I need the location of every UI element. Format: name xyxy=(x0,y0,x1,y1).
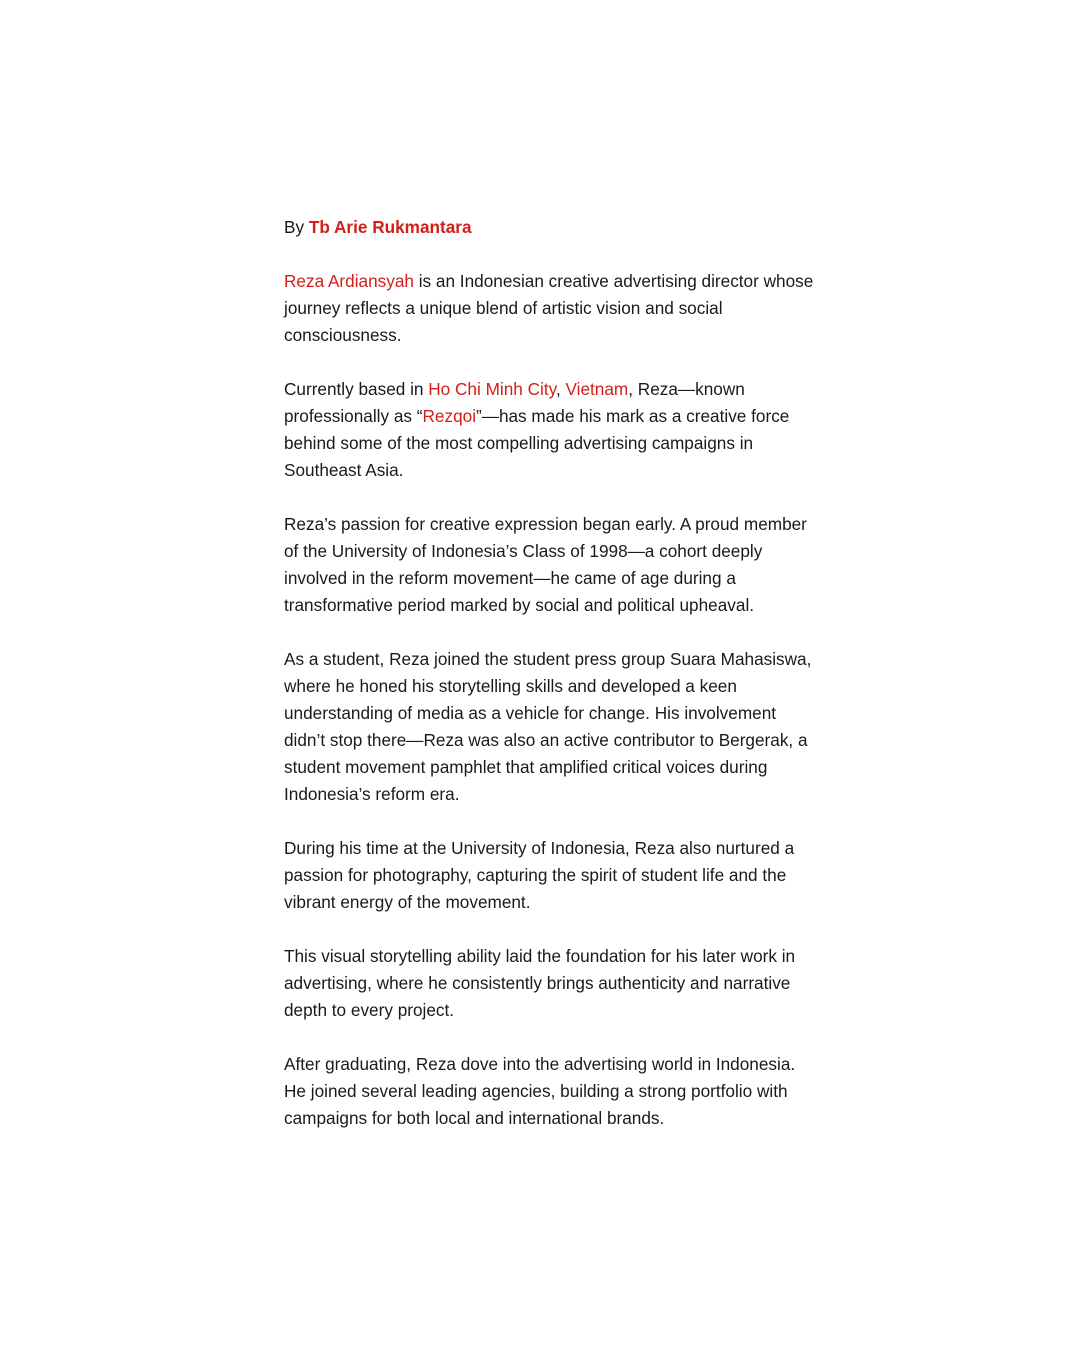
article-body xyxy=(284,214,814,1159)
rezqoi-link[interactable]: Rezqoi xyxy=(422,406,477,426)
paragraph-passion: Reza’s passion for creative expression began early. A proud member of the University of Indonesia’s Class of 1998—a cohort deeply involved in the reform movement—he came of age during a transformative period marked by social and political upheaval. xyxy=(284,514,807,615)
reza-ardiansyah-link[interactable]: Reza Ardiansyah xyxy=(284,271,414,291)
author-link[interactable]: Tb Arie Rukmantara xyxy=(308,217,472,237)
byline-prefix: By xyxy=(284,217,309,237)
paragraph-intro xyxy=(284,268,814,349)
paragraph-location-text-b: , xyxy=(555,379,566,399)
paragraph-storytelling: This visual storytelling ability laid the foundation for his later work in advertising, where he consistently brings authenticity and narrative depth to every project. xyxy=(284,946,796,1020)
byline xyxy=(284,214,814,241)
paragraph-location xyxy=(284,376,814,484)
paragraph-photography: During his time at the University of Indonesia, Reza also nurtured a passion for photography, capturing the spirit of student life and the vibrant energy of the movement. xyxy=(284,838,795,912)
paragraph-career: After graduating, Reza dove into the advertising world in Indonesia. He joined several leading agencies, building a strong portfolio with campaigns for both local and international brands. xyxy=(284,1054,796,1128)
vietnam-link[interactable]: Vietnam xyxy=(565,379,629,399)
paragraph-location-text-c: , Reza—known professionally as “ xyxy=(284,379,745,426)
paragraph-location-text-a: Currently based in xyxy=(284,379,429,399)
paragraph-intro-text: is an Indonesian creative advertising director whose journey reflects a unique blend of artistic vision and social consciousness. xyxy=(284,271,814,345)
paragraph-location-text-d: ”—has made his mark as a creative force behind some of the most compelling advertising campaigns in Southeast Asia. xyxy=(284,406,790,480)
paragraph-student-press: As a student, Reza joined the student press group Suara Mahasiswa, where he honed his storytelling skills and developed a keen understanding of media as a vehicle for change. His involvement didn’t stop there—Reza was also an active contributor to Bergerak, a student movement pamphlet that amplified critical voices during Indonesia’s reform era. xyxy=(284,649,812,804)
ho-chi-minh-city-link[interactable]: Ho Chi Minh City xyxy=(428,379,556,399)
